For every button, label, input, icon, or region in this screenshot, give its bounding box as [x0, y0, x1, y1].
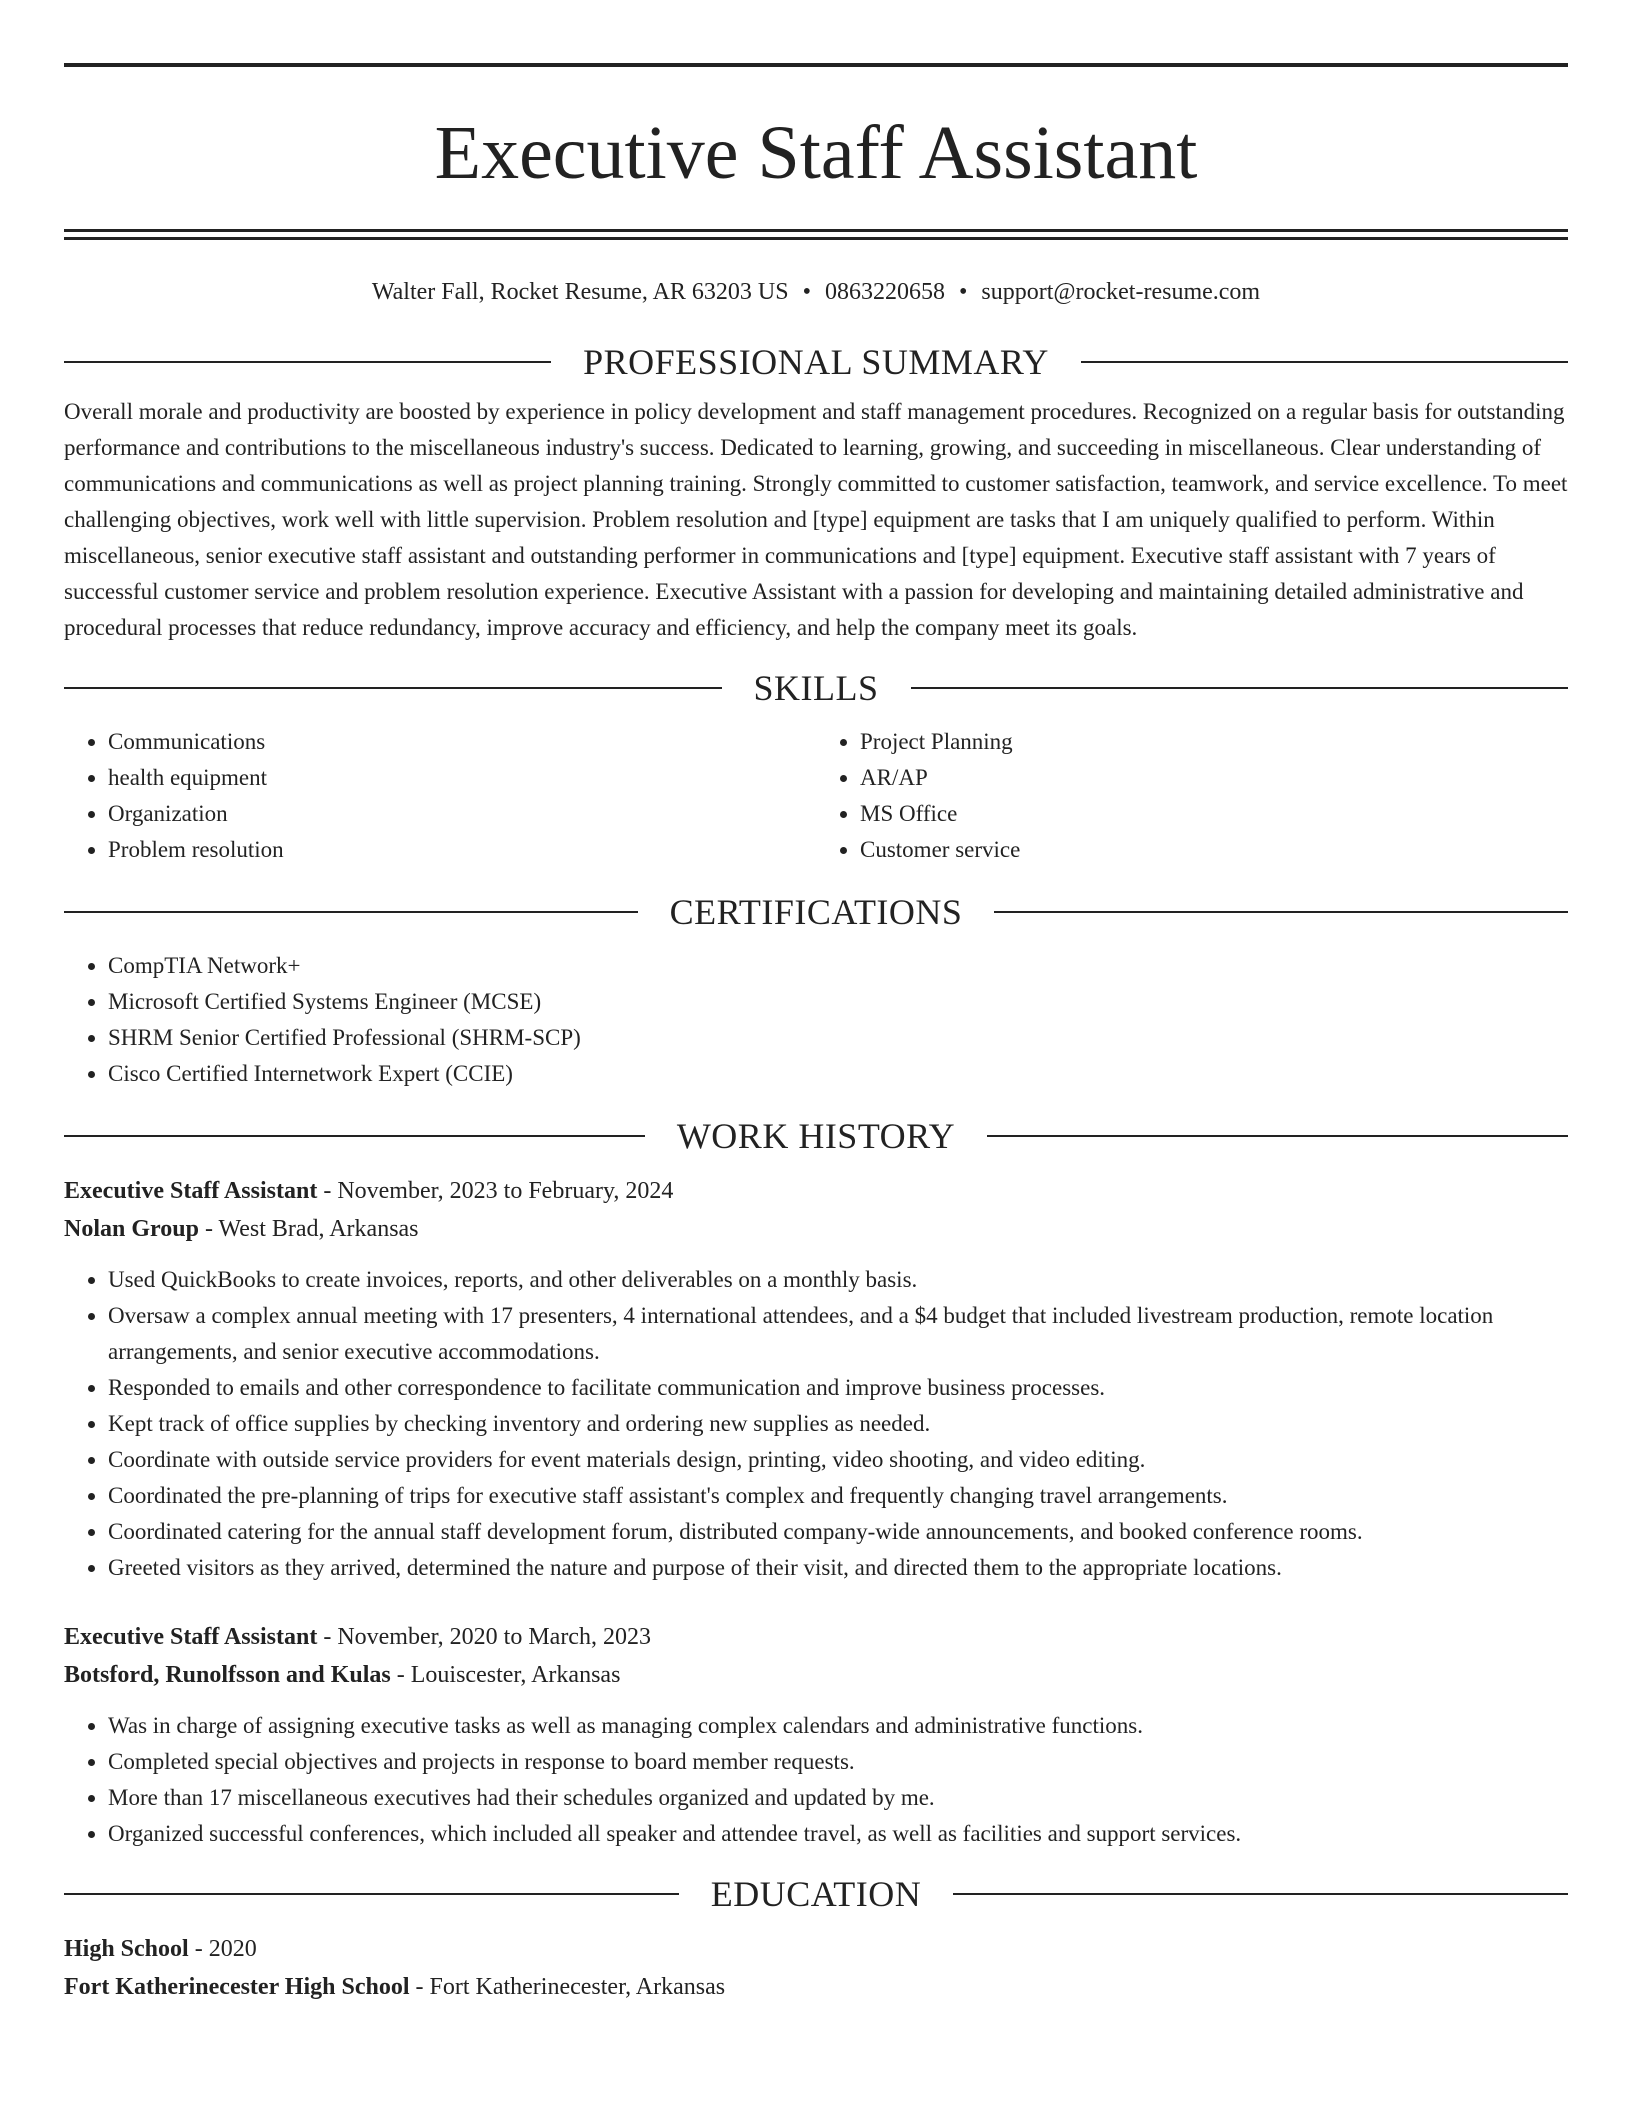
section-header-education: [64, 1872, 1568, 1916]
contact-line: [64, 276, 1568, 308]
education-year: - 2020: [188, 1936, 257, 1962]
job-entry: [64, 1172, 1568, 1586]
section-title: SKILLS: [753, 668, 879, 708]
section-rule: [64, 911, 638, 913]
contact-address: Walter Fall, Rocket Resume, AR 63203 US: [371, 279, 789, 305]
summary-text: Overall morale and productivity are boosted by experience in policy development and staff management procedures. Recognized on a regular basis for outstanding performance and contributions to the miscellaneous industry's success. Dedicated to learning, growing, and succeeding in miscellaneous. Clear understanding of communications and communications as well as project planning training. Strongly committed to customer satisfaction, teamwork, and service excellence. To meet challenging objectives, work well with little supervision. Problem resolution and [type] equipment are tasks that I am uniquely qualified to perform. Within miscellaneous, senior executive staff assistant and outstanding performer in communications and [type] equipment. Executive staff assistant with 7 years of successful customer service and problem resolution experience. Executive Assistant with a passion for developing and maintaining detailed administrative and procedural processes that reduce redundancy, improve accuracy and efficiency, and help the company meet its goals.: [64, 399, 1568, 640]
job-title: Executive Staff Assistant: [64, 1624, 318, 1650]
job-bullets: [64, 1262, 1568, 1586]
job-bullet: • Was in charge of assigning executive tasks as well as managing complex calendars and administrative functions.: [108, 1708, 1568, 1744]
job-bullet: • Responded to emails and other correspondence to facilitate communication and improve business processes.: [108, 1370, 1568, 1406]
job-bullet: • Coordinated the pre-planning of trips for executive staff assistant's complex and frequently changing travel arrangements.: [108, 1478, 1568, 1514]
education-entry: [64, 1930, 1568, 2006]
skill-item: • Customer service: [860, 832, 1568, 868]
double-rule: [64, 229, 1568, 240]
job-bullet: • More than 17 miscellaneous executives had their schedules organized and updated by me.: [108, 1780, 1568, 1816]
candidate-name: Executive Staff Assistant: [434, 111, 1198, 195]
skills-list-right: [816, 724, 1568, 868]
job-bullets: [64, 1708, 1568, 1852]
resume-content: [64, 0, 1568, 2006]
certifications-list: [64, 948, 1568, 1092]
section-rule: [64, 687, 722, 689]
skill-item: • Project Planning: [860, 724, 1568, 760]
section-rule: [64, 361, 551, 363]
certification-item: • Cisco Certified Internetwork Expert (CCIE): [108, 1056, 1568, 1092]
education-degree-line: [64, 1930, 1568, 1968]
job-location: - Louiscester, Arkansas: [390, 1662, 621, 1688]
top-rule: [64, 63, 1568, 67]
skill-item: • Problem resolution: [108, 832, 816, 868]
section-header-certifications: [64, 890, 1568, 934]
section-header-work: [64, 1114, 1568, 1158]
skill-item: • Organization: [108, 796, 816, 832]
job-title-line: [64, 1172, 1568, 1210]
job-entry: [64, 1618, 1568, 1852]
section-rule: [987, 1135, 1568, 1137]
job-bullet: • Coordinate with outside service providers for event materials design, printing, video shooting, and video editing.: [108, 1442, 1568, 1478]
skill-item: • Communications: [108, 724, 816, 760]
education-school: Fort Katherinecester High School: [64, 1974, 410, 2000]
section-rule: [911, 687, 1569, 689]
section-title: PROFESSIONAL SUMMARY: [583, 342, 1049, 382]
education-degree: High School: [64, 1936, 189, 1962]
education-school-line: [64, 1968, 1568, 2006]
job-bullet: • Completed special objectives and projects in response to board member requests.: [108, 1744, 1568, 1780]
section-rule: [994, 911, 1568, 913]
job-bullet: • Greeted visitors as they arrived, determined the nature and purpose of their visit, and directed them to the appropriate locations.: [108, 1550, 1568, 1586]
education-location: - Fort Katherinecester, Arkansas: [409, 1974, 726, 2000]
section-rule: [64, 1893, 679, 1895]
separator-dot: •: [959, 279, 968, 305]
job-bullet: • Coordinated catering for the annual staff development forum, distributed company-wide announcements, and booked conference rooms.: [108, 1514, 1568, 1550]
certification-item: • SHRM Senior Certified Professional (SHRM-SCP): [108, 1020, 1568, 1056]
skill-item: • health equipment: [108, 760, 816, 796]
section-title: WORK HISTORY: [676, 1116, 956, 1156]
job-company-line: [64, 1656, 1568, 1694]
contact-phone: 0863220658: [825, 279, 945, 305]
section-rule: [953, 1893, 1568, 1895]
skills-columns: [64, 724, 1568, 868]
section-header-summary: [64, 340, 1568, 384]
job-bullet: • Organized successful conferences, which included all speaker and attendee travel, as well as facilities and support services.: [108, 1816, 1568, 1852]
job-dates: - November, 2020 to March, 2023: [317, 1624, 651, 1650]
job-bullet: • Kept track of office supplies by checking inventory and ordering new supplies as needed.: [108, 1406, 1568, 1442]
skill-item: • AR/AP: [860, 760, 1568, 796]
job-company: Botsford, Runolfsson and Kulas: [64, 1662, 391, 1688]
certification-item: • CompTIA Network+: [108, 948, 1568, 984]
job-bullet: • Oversaw a complex annual meeting with 17 presenters, 4 international attendees, and a $4 budget that included livestream production, remote location arrangements, and senior executive accommodations.: [108, 1298, 1568, 1370]
job-dates: - November, 2023 to February, 2024: [317, 1178, 674, 1204]
certification-item: • Microsoft Certified Systems Engineer (MCSE): [108, 984, 1568, 1020]
job-company-line: [64, 1210, 1568, 1248]
job-company: Nolan Group: [64, 1216, 199, 1242]
section-rule: [1081, 361, 1568, 363]
contact-email: support@rocket-resume.com: [981, 279, 1261, 305]
job-title-line: [64, 1618, 1568, 1656]
section-rule: [64, 1135, 645, 1137]
job-bullet: • Used QuickBooks to create invoices, reports, and other deliverables on a monthly basis.: [108, 1262, 1568, 1298]
section-header-skills: [64, 666, 1568, 710]
section-title: CERTIFICATIONS: [669, 892, 963, 932]
skill-item: • MS Office: [860, 796, 1568, 832]
job-title: Executive Staff Assistant: [64, 1178, 318, 1204]
section-title: EDUCATION: [710, 1874, 922, 1914]
job-location: - West Brad, Arkansas: [198, 1216, 419, 1242]
separator-dot: •: [802, 279, 811, 305]
skills-list-left: [64, 724, 816, 868]
